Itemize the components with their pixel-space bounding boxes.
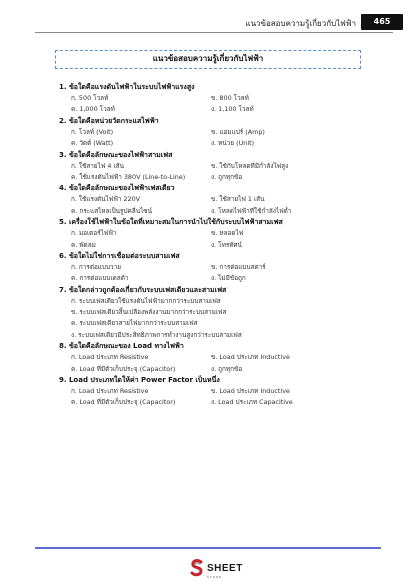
option-b: ข. 800 โวลท์ [211, 94, 249, 102]
page-number: 465 [361, 14, 403, 30]
footer-divider [35, 547, 381, 549]
question-text: 5. เครื่องใช้ไฟฟ้าในข้อใดที่เหมาะสมในการนำไปใช้กับระบบไฟฟ้าสามเฟส [59, 218, 283, 227]
question-7 [59, 285, 359, 342]
option-b: ข. ใช้กับโหลดที่มีกำลังไฟสูง [211, 161, 289, 170]
page-header [0, 0, 416, 40]
option-b: ข. หลอดไฟ [211, 229, 244, 238]
option-c: ค. 1,000 โวลท์ [71, 105, 115, 114]
question-text: 8. ข้อใดคือลักษณะของ Load ทางไฟฟ้า [59, 342, 184, 351]
question-9 [59, 375, 359, 409]
option-d: ง. ไม่มีข้อถูก [211, 274, 246, 283]
section-title: แนวข้อสอบความรู้เกี่ยวกับไฟฟ้า [55, 50, 361, 69]
question-4 [59, 183, 359, 217]
question-text: 9. Load ประเภทใดให้ค่า Power Factor เป็นหนึ่ง [59, 376, 220, 385]
option-c: ค. การต่อแบบเดลต้า [71, 274, 129, 283]
option-b: ข. ใช้สายไฟ 1 เส้น [211, 195, 265, 204]
question-3 [59, 150, 359, 184]
question-text: 2. ข้อใดคือหน่วยวัดกระแสไฟฟ้า [59, 116, 159, 125]
option-a: ก. ใช้สายไฟ 4 เส้น [71, 161, 124, 170]
option-c: ค. Load ที่มีตัวเก็บประจุ (Capacitor) [71, 398, 176, 407]
option-c: ค. ระบบเฟสเดียวสายไฟมากกว่าระบบสามเฟส [71, 319, 198, 328]
option-b: ข. Load ประเภท Inductive [211, 353, 290, 362]
option-a: ก. การต่อแบบวาย [71, 262, 121, 271]
option-a: ก. Load ประเภท Resistive [71, 387, 149, 396]
option-b: ข. การต่อแบบสตาร์ [211, 262, 266, 271]
option-c: ค. วัตต์ (Watt) [71, 139, 114, 148]
option-a: ก. ใช้แรงดันไฟฟ้า 220V [71, 195, 141, 204]
question-6 [59, 251, 359, 285]
option-c: ค. Load ที่มีตัวเก็บประจุ (Capacitor) [71, 364, 176, 373]
question-1 [59, 82, 359, 116]
option-d: ง. ถูกทุกข้อ [211, 172, 243, 181]
logo-subtext: STORE [207, 575, 223, 579]
question-text: 4. ข้อใดคือลักษณะของไฟฟ้าเฟสเดียว [59, 184, 175, 193]
option-a: ก. ระบบเฟสเดียวใช้แรงดันไฟฟ้ามากกว่าระบบสามเฟส [71, 296, 221, 305]
option-a: ก. 500 โวลท์ [71, 94, 109, 102]
option-d: ง. หน่วย (Unit) [211, 139, 255, 148]
question-2 [59, 116, 359, 150]
question-text: 6. ข้อใดไม่ใช่การเชื่อมต่อระบบสามเฟส [59, 251, 180, 260]
option-b: ข. แอมแปร์ (Amp) [211, 127, 265, 136]
question-8 [59, 341, 359, 375]
option-d: ง. โทรทัศน์ [211, 240, 242, 249]
question-5 [59, 217, 359, 251]
question-text: 7. ข้อใดกล่าวถูกต้องเกี่ยวกับระบบเฟสเดียวและสามเฟส [59, 285, 227, 294]
question-text: 1. ข้อใดคือแรงดันไฟฟ้าในระบบไฟฟ้าแรงสูง [59, 83, 195, 91]
option-d: ง. ถูกทุกข้อ [211, 364, 243, 373]
option-a: ก. โวลท์ (Volt) [71, 127, 114, 136]
header-divider [35, 32, 393, 33]
option-d: ง. โหลดไฟฟ้าที่ใช้กำลังไฟต่ำ [211, 206, 292, 215]
option-a: ก. มอเตอร์ไฟฟ้า [71, 229, 117, 238]
question-text: 3. ข้อใดคือลักษณะของไฟฟ้าสามเฟส [59, 150, 173, 159]
question-list [59, 82, 359, 409]
option-b: ข. ระบบเฟสเดียวสิ้นเปลืองพลังงานมากกว่าระบบสามเฟส [71, 308, 227, 317]
option-c: ค. กระแสไหลเป็นรูปคลื่นไซน์ [71, 206, 153, 215]
option-c: ค. ใช้แรงดันไฟฟ้า 380V (Line-to-Line) [71, 172, 186, 181]
option-c: ค. พัดลม [71, 240, 96, 249]
option-b: ข. Load ประเภท Inductive [211, 387, 290, 396]
option-a: ก. Load ประเภท Resistive [71, 353, 149, 362]
option-d: ง. ระบบเฟสเดียวมีประสิทธิภาพการทำงานสูงกว่าระบบสามเฟส [71, 330, 242, 339]
option-d: ง. Load ประเภท Capacitive [211, 398, 293, 407]
header-title: แนวข้อสอบความรู้เกี่ยวกับไฟฟ้า [245, 19, 356, 28]
logo-text: SHEET [207, 563, 243, 574]
option-d: ง. 1,100 โวลท์ [211, 105, 254, 114]
sheet-store-logo-icon [190, 559, 204, 577]
footer-logo [190, 556, 243, 579]
